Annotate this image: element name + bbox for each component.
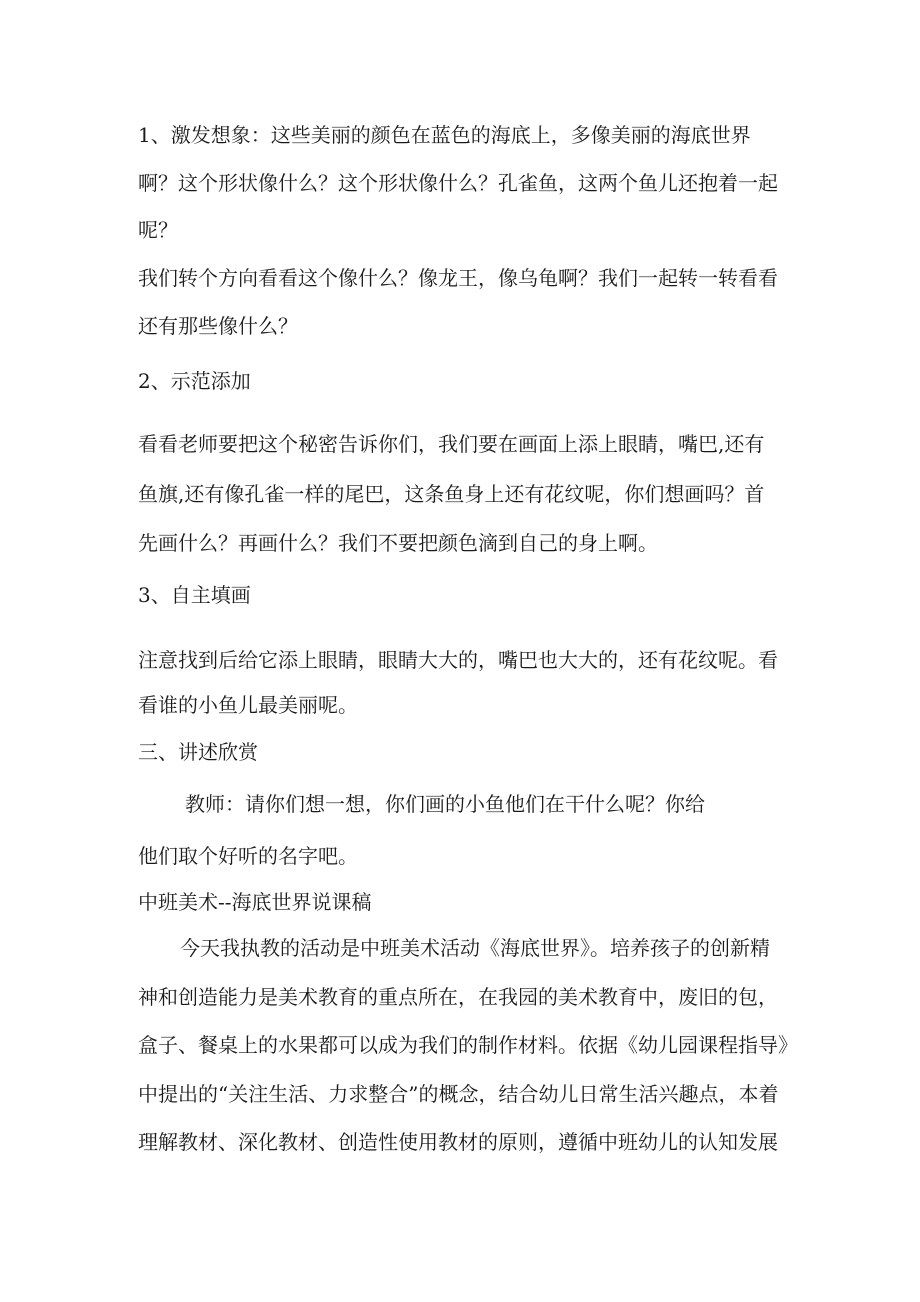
text-line: 理解教材、深化教材、创造性使用教材的原则，遵循中班幼儿的认知发展 — [138, 1130, 778, 1154]
text-line: 我们转个方向看看这个像什么？像龙王，像乌龟啊？我们一起转一转看看 — [138, 266, 778, 290]
document-title: 中班美术--海底世界说课稿 — [138, 890, 372, 914]
text-line: 他们取个好听的名字吧。 — [138, 844, 358, 868]
section-heading: 3、自主填画 — [138, 583, 251, 607]
text-line: 还有那些像什么？ — [138, 314, 298, 338]
section-heading: 三、讲述欣赏 — [138, 740, 258, 764]
text-line: 先画什么？再画什么？我们不要把颜色滴到自己的身上啊。 — [138, 531, 658, 555]
text-line: 看谁的小鱼儿最美丽呢。 — [138, 693, 358, 717]
text-line: 鱼旗,还有像孔雀一样的尾巴，这条鱼身上还有花纹呢，你们想画吗？首 — [138, 482, 765, 506]
text-line: 呢？ — [138, 218, 178, 242]
text-line: 教师：请你们想一想，你们画的小鱼他们在干什么呢？你给 — [185, 792, 705, 816]
text-line: 看看老师要把这个秘密告诉你们，我们要在画面上添上眼睛，嘴巴,还有 — [138, 432, 765, 456]
section-heading: 2、示范添加 — [138, 369, 251, 393]
text-line: 啊？这个形状像什么？这个形状像什么？孔雀鱼，这两个鱼儿还抱着一起 — [138, 171, 778, 195]
text-line: 神和创造能力是美术教育的重点所在，在我园的美术教育中，废旧的包， — [138, 985, 778, 1009]
text-line: 1、激发想象：这些美丽的颜色在蓝色的海底上，多像美丽的海底世界 — [138, 123, 751, 147]
text-line: 盒子、餐桌上的水果都可以成为我们的制作材料。依据《幼儿园课程指导》 — [138, 1033, 798, 1057]
text-line: 今天我执教的活动是中班美术活动《海底世界》。培养孩子的创新精 — [180, 936, 770, 960]
text-line: 中提出的“关注生活、力求整合”的概念，结合幼儿日常生活兴趣点，本着 — [138, 1082, 779, 1106]
text-line: 注意找到后给它添上眼睛，眼睛大大的，嘴巴也大大的，还有花纹呢。看 — [138, 648, 778, 672]
